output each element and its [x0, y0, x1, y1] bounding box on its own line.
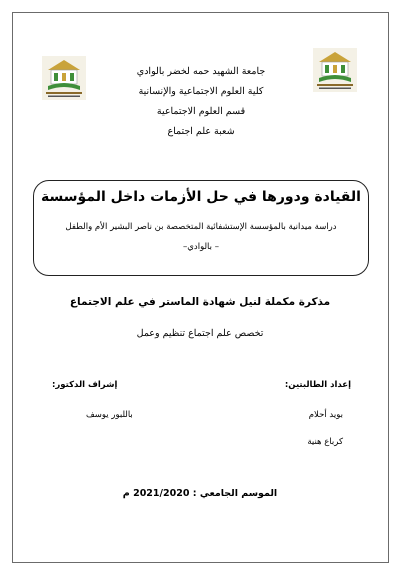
university-name: جامعة الشهيد حمه لخضر بالوادي — [136, 66, 266, 77]
student-name-1: بويد أحلام — [308, 410, 343, 420]
title-box — [33, 180, 369, 276]
faculty-name: كلية العلوم الاجتماعية والإنسانية — [138, 86, 264, 97]
branch-name: شعبة علم اجتماع — [167, 126, 235, 137]
student-name-2: كرباع هنية — [307, 437, 343, 447]
institution-header — [60, 62, 342, 142]
department-name: قسم العلوم الاجتماعية — [156, 106, 246, 117]
supervisor-name: باللبور يوسف — [86, 410, 133, 420]
supervisor-label: إشراف الدكتور: — [52, 380, 118, 390]
thesis-statement: مذكرة مكملة لنيل شهادة الماستر في علم الاجتماع — [69, 296, 331, 308]
specialty: تخصص علم اجتماع تنظيم وعمل — [136, 328, 264, 339]
students-label: إعداد الطالبتين: — [284, 380, 351, 390]
study-subtitle: دراسة ميدانية بالمؤسسة الإستشفائية المتخصصة بن ناصر البشير الأم والطفل — [65, 222, 337, 232]
thesis-title: القيادة ودورها في حل الأزمات داخل المؤسسة — [41, 189, 361, 205]
study-location: – بالوادي– — [183, 242, 219, 252]
academic-year: الموسم الجامعي : 2021/2020 م — [122, 488, 278, 499]
